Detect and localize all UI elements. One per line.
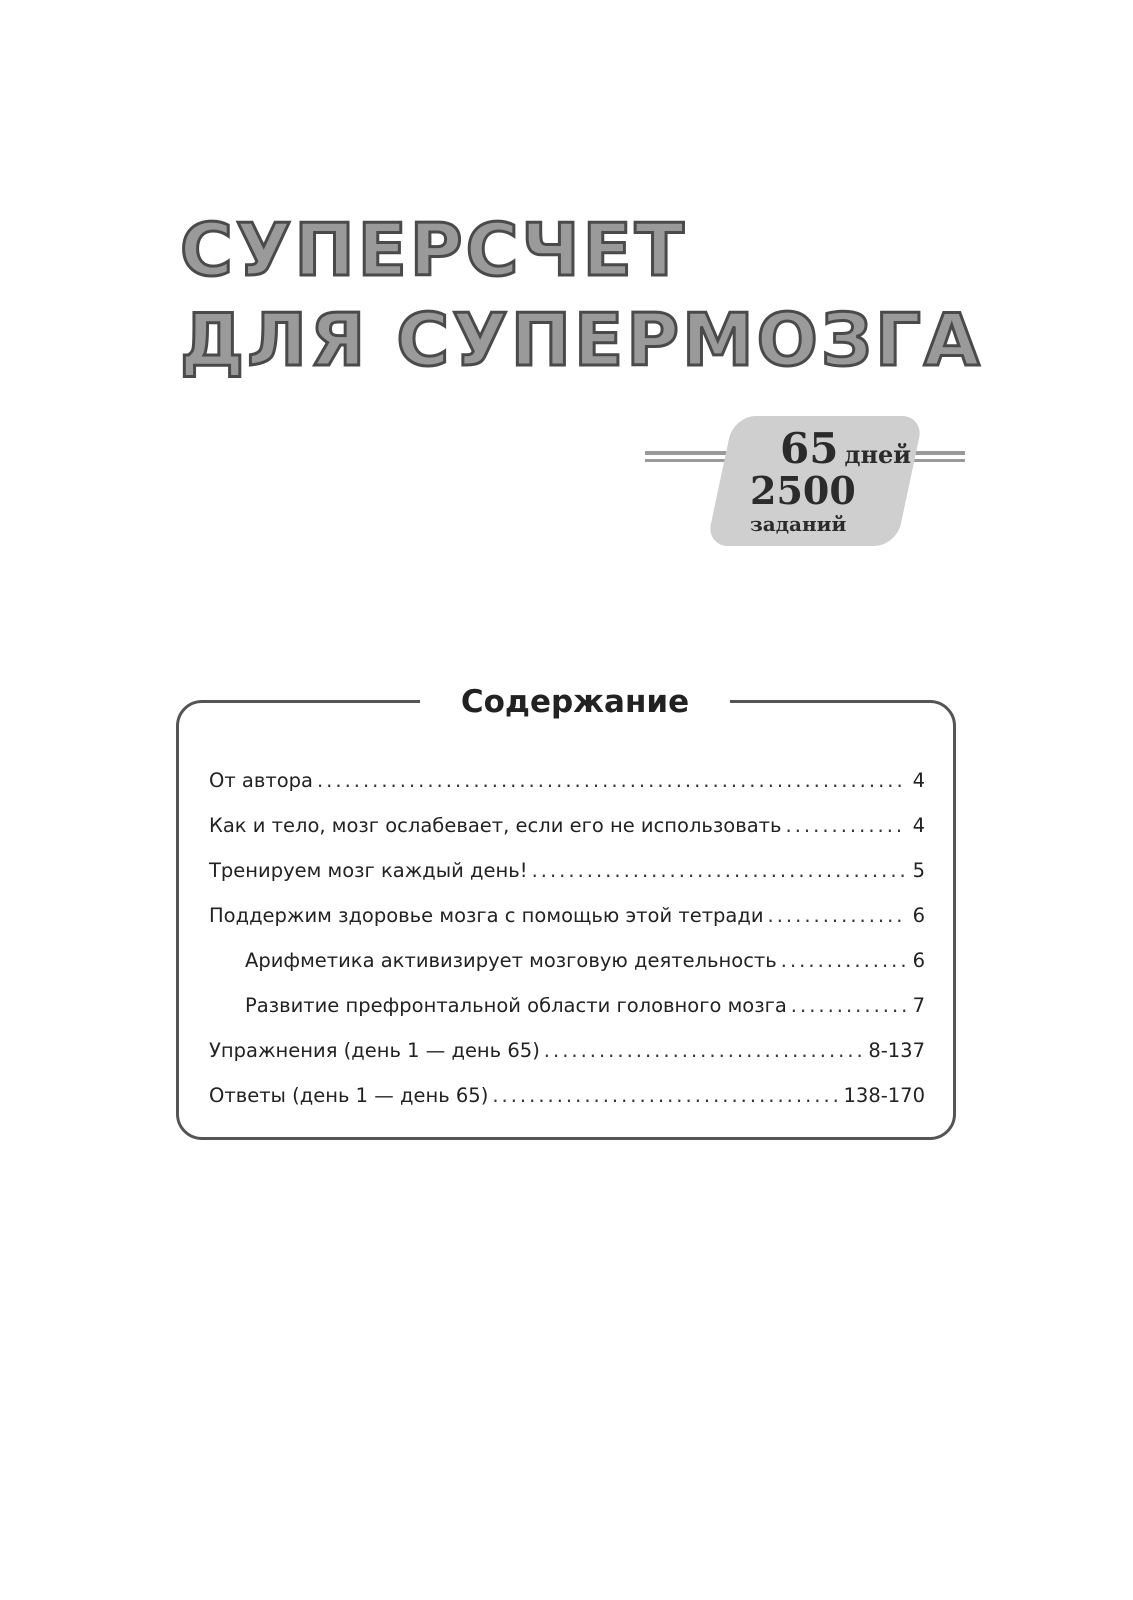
toc-item-page: 4 [912, 814, 925, 837]
toc-leader-dots [544, 1040, 863, 1062]
toc-item-text: Как и тело, мозг ослабевает, если его не использовать [209, 814, 782, 837]
toc-item-text: Упражнения (день 1 — день 65) [209, 1039, 540, 1062]
toc-subitem [209, 950, 925, 995]
toc-leader-dots [317, 770, 907, 792]
toc-heading: Содержание [420, 684, 730, 720]
toc-item [209, 770, 925, 815]
badge-days-number: 65 [780, 424, 839, 473]
toc-item-text: Арифметика активизирует мозговую деятельность [245, 949, 777, 972]
book-title [180, 205, 983, 385]
toc-leader-dots [786, 815, 907, 837]
toc-leader-dots [768, 905, 907, 927]
toc-item [209, 1085, 925, 1130]
toc-item-page: 7 [912, 994, 925, 1017]
toc-leader-dots [492, 1085, 837, 1107]
badge-days [780, 424, 911, 473]
toc-item-text: Поддержим здоровье мозга с помощью этой тетради [209, 904, 764, 927]
toc-item [209, 905, 925, 950]
toc-subitem [209, 995, 925, 1040]
toc-item-page: 4 [912, 769, 925, 792]
toc-list [209, 770, 925, 1130]
toc-item-page: 6 [912, 904, 925, 927]
toc-item-text: Тренируем мозг каждый день! [209, 859, 528, 882]
toc-item-text: Развитие префронтальной области головного мозга [245, 994, 787, 1017]
toc-item-page: 6 [912, 949, 925, 972]
toc-item-page: 8-137 [868, 1039, 925, 1062]
title-line-1: СУПЕРСЧЕТ [180, 208, 687, 292]
toc-leader-dots [781, 950, 907, 972]
toc-item-text: Ответы (день 1 — день 65) [209, 1084, 489, 1107]
badge-tasks-unit: заданий [750, 512, 847, 536]
toc-item [209, 815, 925, 860]
toc-item [209, 860, 925, 905]
title-line-2: ДЛЯ СУПЕРМОЗГА [180, 298, 983, 382]
toc-item-text: От автора [209, 769, 313, 792]
toc-item-page: 138-170 [843, 1084, 925, 1107]
badge [720, 416, 920, 546]
badge-days-unit: дней [844, 440, 912, 469]
badge-tasks-number: 2500 [750, 468, 856, 513]
toc-item-page: 5 [912, 859, 925, 882]
toc-leader-dots [532, 860, 907, 882]
toc-leader-dots [791, 995, 907, 1017]
toc-item [209, 1040, 925, 1085]
